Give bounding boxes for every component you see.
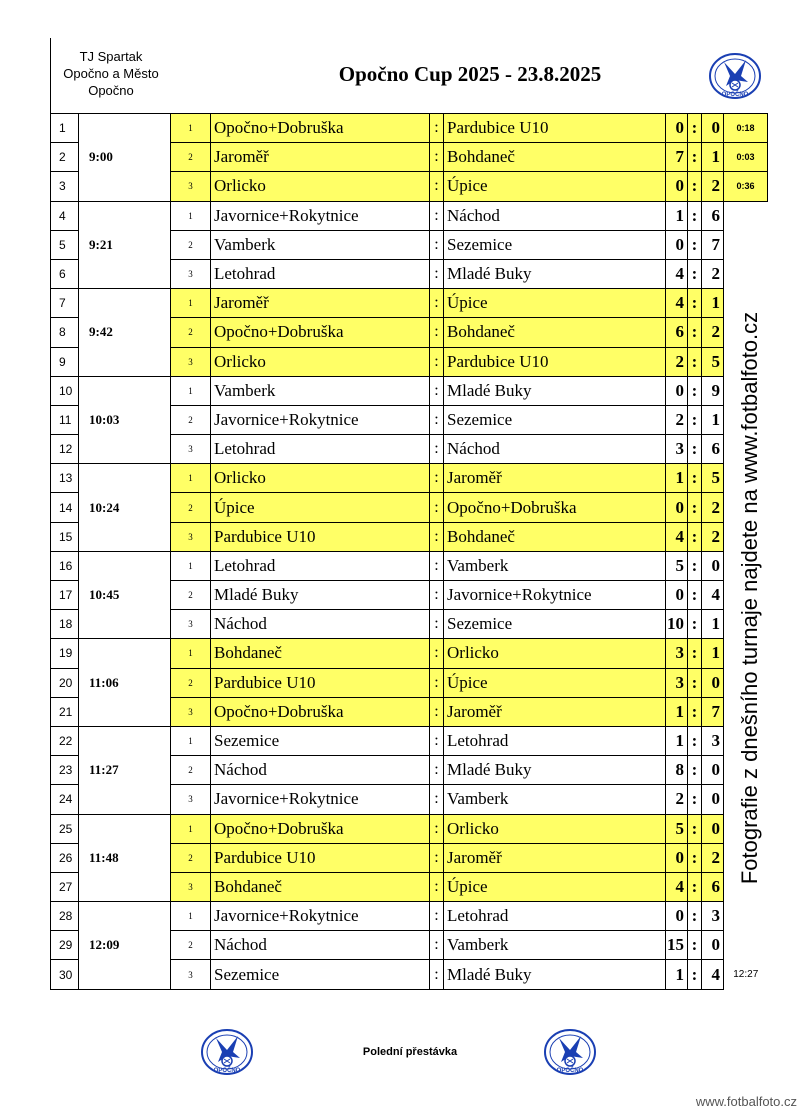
home-score: 0 bbox=[666, 902, 688, 931]
home-team: Sezemice bbox=[211, 726, 430, 755]
vs-separator: : bbox=[430, 522, 444, 551]
match-number: 21 bbox=[51, 697, 79, 726]
pitch-number: 1 bbox=[171, 639, 211, 668]
home-team: Jaroměř bbox=[211, 289, 430, 318]
away-score: 6 bbox=[702, 872, 724, 901]
pitch-number: 2 bbox=[171, 493, 211, 522]
home-team: Orlicko bbox=[211, 464, 430, 493]
away-team: Letohrad bbox=[444, 902, 666, 931]
pitch-number: 1 bbox=[171, 376, 211, 405]
away-score: 2 bbox=[702, 843, 724, 872]
match-extra bbox=[724, 902, 768, 931]
vs-separator: : bbox=[430, 289, 444, 318]
vs-separator: : bbox=[430, 230, 444, 259]
match-row bbox=[51, 376, 768, 405]
pitch-number: 3 bbox=[171, 435, 211, 464]
score-separator: : bbox=[688, 522, 702, 551]
round-time: 10:24 bbox=[79, 464, 171, 552]
round-time: 9:21 bbox=[79, 201, 171, 289]
round-time: 11:06 bbox=[79, 639, 171, 727]
home-team: Letohrad bbox=[211, 435, 430, 464]
lunch-break-label: Polední přestávka bbox=[362, 1046, 458, 1058]
home-team: Náchod bbox=[211, 931, 430, 960]
photo-notice: Fotografie z dnešního turnaje najdete na www.fotbalfoto.cz bbox=[737, 311, 762, 885]
pitch-number: 1 bbox=[171, 464, 211, 493]
away-score: 0 bbox=[702, 668, 724, 697]
away-team: Úpice bbox=[444, 872, 666, 901]
away-team: Sezemice bbox=[444, 230, 666, 259]
home-score: 4 bbox=[666, 289, 688, 318]
vs-separator: : bbox=[430, 931, 444, 960]
away-team: Úpice bbox=[444, 668, 666, 697]
vs-separator: : bbox=[430, 347, 444, 376]
round-time: 11:48 bbox=[79, 814, 171, 902]
match-number: 22 bbox=[51, 726, 79, 755]
away-score: 0 bbox=[702, 114, 724, 143]
match-number: 6 bbox=[51, 259, 79, 288]
match-number: 1 bbox=[51, 114, 79, 143]
match-number: 29 bbox=[51, 931, 79, 960]
score-separator: : bbox=[688, 201, 702, 230]
home-score: 2 bbox=[666, 405, 688, 434]
away-score: 1 bbox=[702, 610, 724, 639]
score-separator: : bbox=[688, 610, 702, 639]
pitch-number: 1 bbox=[171, 289, 211, 318]
away-score: 0 bbox=[702, 551, 724, 580]
vs-separator: : bbox=[430, 551, 444, 580]
away-team: Bohdaneč bbox=[444, 143, 666, 172]
home-score: 0 bbox=[666, 172, 688, 201]
match-number: 9 bbox=[51, 347, 79, 376]
score-separator: : bbox=[688, 697, 702, 726]
match-extra: 0:18 bbox=[724, 114, 768, 143]
pitch-number: 1 bbox=[171, 814, 211, 843]
away-team: Bohdaneč bbox=[444, 318, 666, 347]
match-number: 7 bbox=[51, 289, 79, 318]
away-team: Orlicko bbox=[444, 814, 666, 843]
match-row bbox=[51, 464, 768, 493]
pitch-number: 3 bbox=[171, 522, 211, 551]
away-team: Sezemice bbox=[444, 405, 666, 434]
match-number: 11 bbox=[51, 405, 79, 434]
away-team: Javornice+Rokytnice bbox=[444, 581, 666, 610]
match-number: 14 bbox=[51, 493, 79, 522]
score-separator: : bbox=[688, 259, 702, 288]
club-logo-icon bbox=[543, 1028, 597, 1081]
match-row bbox=[51, 814, 768, 843]
home-team: Letohrad bbox=[211, 551, 430, 580]
away-team: Jaroměř bbox=[444, 697, 666, 726]
home-score: 3 bbox=[666, 639, 688, 668]
home-team: Pardubice U10 bbox=[211, 843, 430, 872]
away-score: 0 bbox=[702, 785, 724, 814]
away-score: 2 bbox=[702, 318, 724, 347]
vs-separator: : bbox=[430, 668, 444, 697]
home-score: 1 bbox=[666, 726, 688, 755]
away-score: 1 bbox=[702, 143, 724, 172]
score-separator: : bbox=[688, 230, 702, 259]
vs-separator: : bbox=[430, 726, 444, 755]
pitch-number: 2 bbox=[171, 143, 211, 172]
round-time: 10:03 bbox=[79, 376, 171, 464]
away-team: Úpice bbox=[444, 289, 666, 318]
home-team: Vamberk bbox=[211, 230, 430, 259]
match-number: 16 bbox=[51, 551, 79, 580]
vs-separator: : bbox=[430, 639, 444, 668]
away-score: 6 bbox=[702, 435, 724, 464]
home-team: Pardubice U10 bbox=[211, 668, 430, 697]
vs-separator: : bbox=[430, 435, 444, 464]
club-name bbox=[52, 48, 170, 99]
score-separator: : bbox=[688, 960, 702, 989]
vs-separator: : bbox=[430, 376, 444, 405]
pitch-number: 2 bbox=[171, 230, 211, 259]
away-team: Jaroměř bbox=[444, 464, 666, 493]
match-number: 26 bbox=[51, 843, 79, 872]
score-separator: : bbox=[688, 872, 702, 901]
pitch-number: 2 bbox=[171, 405, 211, 434]
schedule-table bbox=[50, 113, 768, 990]
pitch-number: 2 bbox=[171, 318, 211, 347]
match-extra: 0:36 bbox=[724, 172, 768, 201]
pitch-number: 3 bbox=[171, 610, 211, 639]
score-separator: : bbox=[688, 726, 702, 755]
svg-text:OPOČNO: OPOČNO bbox=[556, 1068, 584, 1074]
score-separator: : bbox=[688, 114, 702, 143]
home-team: Úpice bbox=[211, 493, 430, 522]
vs-separator: : bbox=[430, 493, 444, 522]
match-number: 27 bbox=[51, 872, 79, 901]
match-number: 25 bbox=[51, 814, 79, 843]
pitch-number: 3 bbox=[171, 785, 211, 814]
score-separator: : bbox=[688, 464, 702, 493]
home-score: 2 bbox=[666, 785, 688, 814]
pitch-number: 1 bbox=[171, 114, 211, 143]
pitch-number: 3 bbox=[171, 697, 211, 726]
home-score: 15 bbox=[666, 931, 688, 960]
match-number: 3 bbox=[51, 172, 79, 201]
match-row bbox=[51, 639, 768, 668]
away-score: 9 bbox=[702, 376, 724, 405]
vs-separator: : bbox=[430, 814, 444, 843]
score-separator: : bbox=[688, 785, 702, 814]
home-team: Javornice+Rokytnice bbox=[211, 902, 430, 931]
match-number: 30 bbox=[51, 960, 79, 989]
svg-text:OPOČNO: OPOČNO bbox=[721, 92, 749, 98]
vs-separator: : bbox=[430, 405, 444, 434]
away-score: 6 bbox=[702, 201, 724, 230]
score-separator: : bbox=[688, 318, 702, 347]
home-team: Mladé Buky bbox=[211, 581, 430, 610]
score-separator: : bbox=[688, 143, 702, 172]
match-extra: 0:03 bbox=[724, 143, 768, 172]
away-score: 4 bbox=[702, 581, 724, 610]
header-left-border bbox=[50, 38, 51, 113]
home-score: 4 bbox=[666, 872, 688, 901]
home-team: Vamberk bbox=[211, 376, 430, 405]
match-number: 13 bbox=[51, 464, 79, 493]
vs-separator: : bbox=[430, 114, 444, 143]
match-number: 17 bbox=[51, 581, 79, 610]
round-time: 9:00 bbox=[79, 114, 171, 202]
vs-separator: : bbox=[430, 201, 444, 230]
home-team: Náchod bbox=[211, 756, 430, 785]
away-team: Úpice bbox=[444, 172, 666, 201]
match-row bbox=[51, 201, 768, 230]
home-score: 1 bbox=[666, 697, 688, 726]
svg-text:OPOČNO: OPOČNO bbox=[213, 1068, 241, 1074]
away-team: Opočno+Dobruška bbox=[444, 493, 666, 522]
match-number: 23 bbox=[51, 756, 79, 785]
home-score: 0 bbox=[666, 493, 688, 522]
home-score: 7 bbox=[666, 143, 688, 172]
score-separator: : bbox=[688, 639, 702, 668]
away-score: 2 bbox=[702, 522, 724, 551]
match-extra bbox=[724, 201, 768, 230]
home-score: 0 bbox=[666, 843, 688, 872]
away-score: 3 bbox=[702, 902, 724, 931]
vs-separator: : bbox=[430, 610, 444, 639]
away-score: 5 bbox=[702, 464, 724, 493]
score-separator: : bbox=[688, 376, 702, 405]
match-number: 15 bbox=[51, 522, 79, 551]
score-separator: : bbox=[688, 289, 702, 318]
club-line-2: Opočno a Město bbox=[63, 66, 159, 81]
round-time: 12:09 bbox=[79, 902, 171, 990]
home-team: Opočno+Dobruška bbox=[211, 814, 430, 843]
score-separator: : bbox=[688, 756, 702, 785]
vs-separator: : bbox=[430, 172, 444, 201]
pitch-number: 2 bbox=[171, 581, 211, 610]
home-team: Bohdaneč bbox=[211, 872, 430, 901]
home-team: Bohdaneč bbox=[211, 639, 430, 668]
score-separator: : bbox=[688, 493, 702, 522]
home-score: 5 bbox=[666, 551, 688, 580]
home-score: 5 bbox=[666, 814, 688, 843]
away-team: Pardubice U10 bbox=[444, 347, 666, 376]
away-team: Pardubice U10 bbox=[444, 114, 666, 143]
club-line-1: TJ Spartak bbox=[79, 49, 143, 64]
home-team: Javornice+Rokytnice bbox=[211, 405, 430, 434]
match-extra: 12:27 bbox=[733, 969, 759, 981]
match-extra bbox=[724, 230, 768, 259]
home-team: Opočno+Dobruška bbox=[211, 114, 430, 143]
away-score: 5 bbox=[702, 347, 724, 376]
score-separator: : bbox=[688, 902, 702, 931]
pitch-number: 3 bbox=[171, 960, 211, 989]
away-team: Náchod bbox=[444, 201, 666, 230]
match-number: 10 bbox=[51, 376, 79, 405]
away-score: 4 bbox=[702, 960, 724, 989]
score-separator: : bbox=[688, 668, 702, 697]
home-team: Sezemice bbox=[211, 960, 430, 989]
club-logo-icon bbox=[200, 1028, 254, 1081]
vs-separator: : bbox=[430, 697, 444, 726]
pitch-number: 2 bbox=[171, 843, 211, 872]
home-score: 2 bbox=[666, 347, 688, 376]
home-score: 1 bbox=[666, 201, 688, 230]
home-score: 0 bbox=[666, 230, 688, 259]
away-team: Mladé Buky bbox=[444, 259, 666, 288]
vs-separator: : bbox=[430, 902, 444, 931]
pitch-number: 2 bbox=[171, 931, 211, 960]
away-team: Mladé Buky bbox=[444, 376, 666, 405]
away-score: 7 bbox=[702, 697, 724, 726]
pitch-number: 1 bbox=[171, 551, 211, 580]
away-score: 3 bbox=[702, 726, 724, 755]
pitch-number: 3 bbox=[171, 172, 211, 201]
club-line-3: Opočno bbox=[88, 83, 134, 98]
home-score: 3 bbox=[666, 668, 688, 697]
pitch-number: 3 bbox=[171, 259, 211, 288]
vs-separator: : bbox=[430, 464, 444, 493]
away-team: Sezemice bbox=[444, 610, 666, 639]
footer-watermark: www.fotbalfoto.cz bbox=[695, 1094, 797, 1109]
match-row bbox=[51, 114, 768, 143]
home-team: Javornice+Rokytnice bbox=[211, 201, 430, 230]
score-separator: : bbox=[688, 405, 702, 434]
score-separator: : bbox=[688, 814, 702, 843]
home-score: 4 bbox=[666, 259, 688, 288]
away-score: 1 bbox=[702, 289, 724, 318]
score-separator: : bbox=[688, 581, 702, 610]
match-row bbox=[51, 902, 768, 931]
score-separator: : bbox=[688, 931, 702, 960]
match-number: 8 bbox=[51, 318, 79, 347]
home-team: Orlicko bbox=[211, 172, 430, 201]
match-number: 5 bbox=[51, 230, 79, 259]
match-number: 28 bbox=[51, 902, 79, 931]
away-team: Vamberk bbox=[444, 551, 666, 580]
home-score: 4 bbox=[666, 522, 688, 551]
away-team: Náchod bbox=[444, 435, 666, 464]
round-time: 11:27 bbox=[79, 726, 171, 814]
away-team: Bohdaneč bbox=[444, 522, 666, 551]
pitch-number: 2 bbox=[171, 668, 211, 697]
home-score: 1 bbox=[666, 960, 688, 989]
match-number: 24 bbox=[51, 785, 79, 814]
away-score: 2 bbox=[702, 259, 724, 288]
pitch-number: 2 bbox=[171, 756, 211, 785]
pitch-number: 3 bbox=[171, 347, 211, 376]
vs-separator: : bbox=[430, 581, 444, 610]
home-score: 0 bbox=[666, 376, 688, 405]
home-score: 6 bbox=[666, 318, 688, 347]
match-number: 12 bbox=[51, 435, 79, 464]
score-separator: : bbox=[688, 843, 702, 872]
match-number: 4 bbox=[51, 201, 79, 230]
home-team: Opočno+Dobruška bbox=[211, 697, 430, 726]
home-score: 1 bbox=[666, 464, 688, 493]
away-score: 0 bbox=[702, 756, 724, 785]
match-extra bbox=[724, 931, 768, 960]
pitch-number: 3 bbox=[171, 872, 211, 901]
home-score: 10 bbox=[666, 610, 688, 639]
club-logo-icon bbox=[708, 52, 762, 105]
vs-separator: : bbox=[430, 318, 444, 347]
match-number: 2 bbox=[51, 143, 79, 172]
away-team: Letohrad bbox=[444, 726, 666, 755]
match-number: 18 bbox=[51, 610, 79, 639]
home-team: Opočno+Dobruška bbox=[211, 318, 430, 347]
away-score: 0 bbox=[702, 814, 724, 843]
vs-separator: : bbox=[430, 843, 444, 872]
round-time: 9:42 bbox=[79, 289, 171, 377]
match-extra bbox=[724, 259, 768, 288]
away-team: Mladé Buky bbox=[444, 960, 666, 989]
away-team: Vamberk bbox=[444, 931, 666, 960]
score-separator: : bbox=[688, 435, 702, 464]
away-team: Vamberk bbox=[444, 785, 666, 814]
match-row bbox=[51, 726, 768, 755]
match-row bbox=[51, 551, 768, 580]
away-score: 1 bbox=[702, 639, 724, 668]
away-score: 1 bbox=[702, 405, 724, 434]
away-score: 2 bbox=[702, 493, 724, 522]
vs-separator: : bbox=[430, 143, 444, 172]
round-time: 10:45 bbox=[79, 551, 171, 639]
match-row bbox=[51, 289, 768, 318]
home-team: Javornice+Rokytnice bbox=[211, 785, 430, 814]
match-number: 19 bbox=[51, 639, 79, 668]
score-separator: : bbox=[688, 347, 702, 376]
away-team: Mladé Buky bbox=[444, 756, 666, 785]
away-score: 2 bbox=[702, 172, 724, 201]
vs-separator: : bbox=[430, 872, 444, 901]
home-score: 0 bbox=[666, 114, 688, 143]
home-score: 3 bbox=[666, 435, 688, 464]
home-score: 8 bbox=[666, 756, 688, 785]
home-team: Pardubice U10 bbox=[211, 522, 430, 551]
away-team: Orlicko bbox=[444, 639, 666, 668]
away-score: 0 bbox=[702, 931, 724, 960]
vs-separator: : bbox=[430, 960, 444, 989]
vs-separator: : bbox=[430, 785, 444, 814]
home-score: 0 bbox=[666, 581, 688, 610]
score-separator: : bbox=[688, 551, 702, 580]
away-team: Jaroměř bbox=[444, 843, 666, 872]
home-team: Jaroměř bbox=[211, 143, 430, 172]
match-number: 20 bbox=[51, 668, 79, 697]
score-separator: : bbox=[688, 172, 702, 201]
vs-separator: : bbox=[430, 259, 444, 288]
home-team: Náchod bbox=[211, 610, 430, 639]
pitch-number: 1 bbox=[171, 902, 211, 931]
page-title: Opočno Cup 2025 - 23.8.2025 bbox=[338, 62, 602, 86]
home-team: Orlicko bbox=[211, 347, 430, 376]
home-team: Letohrad bbox=[211, 259, 430, 288]
pitch-number: 1 bbox=[171, 726, 211, 755]
away-score: 7 bbox=[702, 230, 724, 259]
vs-separator: : bbox=[430, 756, 444, 785]
pitch-number: 1 bbox=[171, 201, 211, 230]
